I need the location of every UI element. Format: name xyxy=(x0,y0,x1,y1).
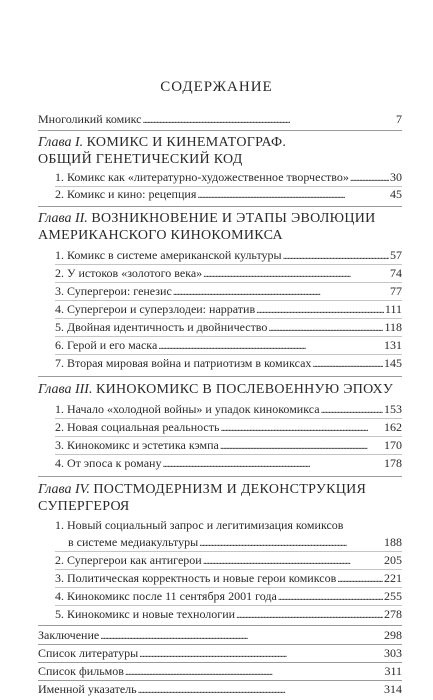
entry-title: 2. Комикс и кино: рецепция xyxy=(55,187,197,201)
toc-entry xyxy=(55,553,402,568)
separator-line xyxy=(55,569,402,570)
toc-entry xyxy=(55,320,402,335)
dot-leader xyxy=(158,339,383,353)
dot-leader xyxy=(220,421,383,435)
page-number: 303 xyxy=(384,646,402,660)
page-number: 153 xyxy=(384,402,402,416)
separator-line xyxy=(55,318,402,319)
toc-entry xyxy=(55,456,402,471)
page-number: 145 xyxy=(384,356,402,370)
separator-line xyxy=(55,282,402,283)
entry-title: 1. Начало «холодной войны» и упадок кинокомикса xyxy=(55,402,320,416)
entry-title: Список фильмов xyxy=(38,664,124,678)
page-number: 131 xyxy=(384,338,402,352)
entry-title: 4. От эпоса к роману xyxy=(55,456,162,470)
page-number: 111 xyxy=(384,302,402,316)
dot-leader xyxy=(143,113,395,127)
dot-leader xyxy=(256,303,384,317)
dot-leader xyxy=(162,457,383,471)
separator-line xyxy=(55,264,402,265)
toc-entry xyxy=(55,402,402,417)
dot-leader xyxy=(138,683,383,697)
separator-line xyxy=(38,130,402,131)
chapter-3-heading xyxy=(38,381,403,398)
chapter-title-line1: КИНОКОМИКС В ПОСЛЕВОЕННУЮ ЭПОХУ xyxy=(95,382,394,397)
toc-entry-back-matter xyxy=(38,664,402,679)
toc-entry xyxy=(55,266,402,281)
toc-entry xyxy=(55,170,402,185)
separator-line xyxy=(38,644,402,645)
page-title: СОДЕРЖАНИЕ xyxy=(160,79,273,95)
dot-leader xyxy=(100,629,383,643)
entry-title: 3. Кинокомикс и эстетика кэмпа xyxy=(55,438,219,452)
page-number: 45 xyxy=(390,187,402,201)
dot-leader xyxy=(312,357,383,371)
page-number: 162 xyxy=(384,420,402,434)
entry-title: 1. Новый социальный запрос и легитимизация комиксов xyxy=(55,518,344,532)
entry-title: 4. Кинокомикс после 11 сентября 2001 года xyxy=(55,589,277,603)
toc-entry xyxy=(55,420,402,435)
toc-entry xyxy=(55,284,402,299)
entry-title: Заключение xyxy=(38,628,100,642)
dot-leader xyxy=(139,647,383,661)
entry-title: 5. Двойная идентичность и двойничество xyxy=(55,320,268,334)
separator-line xyxy=(55,551,402,552)
toc-entry-back-matter xyxy=(38,646,402,661)
separator-line xyxy=(38,376,402,377)
toc-entry xyxy=(55,187,402,202)
toc-entry xyxy=(55,248,402,263)
entry-title-continuation: в системе медиакультуры xyxy=(68,535,199,549)
page-number: 7 xyxy=(396,112,402,126)
page-number: 314 xyxy=(384,682,402,696)
toc-entry xyxy=(68,535,402,550)
entry-title: 5. Кинокомикс и новые технологии xyxy=(55,607,236,621)
page-number: 57 xyxy=(390,248,402,262)
dot-leader xyxy=(125,665,384,679)
dot-leader xyxy=(268,321,383,335)
toc-entry-first-line xyxy=(55,518,402,532)
toc-entry xyxy=(55,438,402,453)
chapter-title-line2: АМЕРИКАНСКОГО КИНОКОМИКСА xyxy=(38,228,283,243)
toc-entry xyxy=(55,589,402,604)
chapter-title-line2: ОБЩИЙ ГЕНЕТИЧЕСКИЙ КОД xyxy=(38,152,243,167)
entry-title: 6. Герой и его маска xyxy=(55,338,158,352)
chapter-label: Глава II. xyxy=(38,211,88,226)
chapter-title-line1: ВОЗНИКНОВЕНИЕ И ЭТАПЫ ЭВОЛЮЦИИ xyxy=(91,211,376,226)
page-number: 118 xyxy=(384,320,402,334)
dot-leader xyxy=(236,608,383,622)
dot-leader xyxy=(203,554,383,568)
entry-title: Именной указатель xyxy=(38,682,137,696)
dot-leader xyxy=(350,171,389,185)
entry-title: Список литературы xyxy=(38,646,139,660)
chapter-title-line1: КОМИКС И КИНЕМАТОГРАФ. xyxy=(86,135,287,150)
dot-leader xyxy=(197,188,389,202)
dot-leader xyxy=(203,267,389,281)
page-number: 74 xyxy=(390,266,402,280)
dot-leader xyxy=(220,439,383,453)
toc-entry xyxy=(55,571,402,586)
toc-entry-back-matter xyxy=(38,628,402,643)
separator-line xyxy=(55,336,402,337)
dot-leader xyxy=(173,285,389,299)
dot-leader xyxy=(321,403,383,417)
toc-entry xyxy=(55,338,402,353)
page-number: 188 xyxy=(384,535,402,549)
toc-entry-intro xyxy=(38,112,402,127)
separator-line xyxy=(38,206,402,207)
separator-line xyxy=(55,354,402,355)
page-number: 278 xyxy=(384,607,402,621)
dot-leader xyxy=(337,572,383,586)
chapter-title-line1: ПОСТМОДЕРНИЗМ И ДЕКОНСТРУКЦИЯ xyxy=(93,482,367,497)
separator-line xyxy=(55,436,402,437)
chapter-1-heading xyxy=(38,134,403,168)
chapter-4-heading xyxy=(38,481,403,515)
separator-line xyxy=(55,300,402,301)
page-number: 255 xyxy=(384,589,402,603)
chapter-2-heading xyxy=(38,210,403,244)
separator-line xyxy=(55,418,402,419)
separator-line xyxy=(55,605,402,606)
toc-entry xyxy=(55,302,402,317)
page-number: 30 xyxy=(390,170,402,184)
separator-line xyxy=(55,454,402,455)
page-number: 311 xyxy=(384,664,402,678)
separator-line xyxy=(55,587,402,588)
separator-line xyxy=(38,476,402,477)
page-number: 298 xyxy=(384,628,402,642)
page-number: 221 xyxy=(384,571,402,585)
toc-entry xyxy=(55,607,402,622)
dot-leader xyxy=(278,590,383,604)
entry-title: 2. Новая социальная реальность xyxy=(55,420,220,434)
dot-leader xyxy=(199,536,383,550)
entry-title: 4. Супергерои и суперзлодеи: нарратив xyxy=(55,302,256,316)
separator-line xyxy=(38,662,402,663)
chapter-title-line2: СУПЕРГЕРОЯ xyxy=(38,499,130,514)
chapter-label: Глава III. xyxy=(38,382,93,397)
entry-title: 3. Политическая корректность и новые герои комиксов xyxy=(55,571,337,585)
page-number: 77 xyxy=(390,284,402,298)
entry-title: 1. Комикс в системе американской культуры xyxy=(55,248,282,262)
toc-entry-back-matter xyxy=(38,682,402,697)
separator-line xyxy=(38,680,402,681)
entry-title: 3. Супергерои: генезис xyxy=(55,284,172,298)
dot-leader xyxy=(283,249,389,263)
separator-line xyxy=(38,625,402,626)
page-number: 205 xyxy=(384,553,402,567)
entry-title: 7. Вторая мировая война и патриотизм в комиксах xyxy=(55,356,312,370)
entry-title: 2. У истоков «золотого века» xyxy=(55,266,203,280)
chapter-label: Глава IV. xyxy=(38,482,90,497)
chapter-label: Глава I. xyxy=(38,135,84,150)
page-number: 178 xyxy=(384,456,402,470)
page-number: 170 xyxy=(384,438,402,452)
entry-title: 1. Комикс как «литературно-художественное творчество» xyxy=(55,170,349,184)
toc-entry xyxy=(55,356,402,371)
entry-title: Многоликий комикс xyxy=(38,112,142,126)
entry-title: 2. Супергерои как антигерои xyxy=(55,553,202,567)
